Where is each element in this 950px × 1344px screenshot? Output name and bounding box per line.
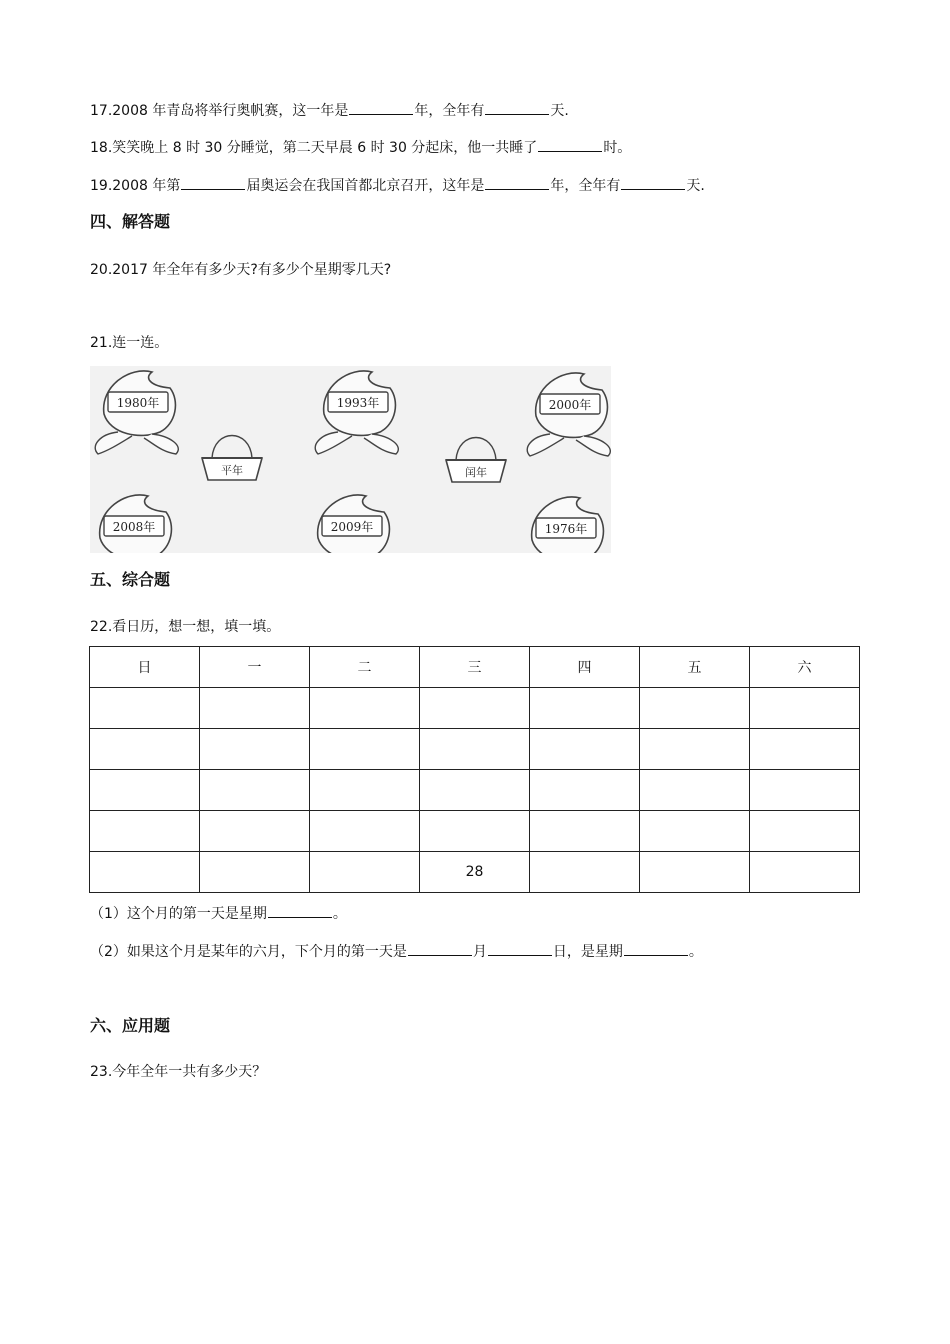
question-22: 22.看日历，想一想，填一填。	[90, 619, 281, 635]
question-18: 18.笑笑晚上 8 时 30 分睡觉，第二天早晨 6 时 30 分起床，他一共睡了 时。	[90, 137, 631, 158]
peach-2000[interactable]	[527, 373, 610, 456]
peach-1980[interactable]	[95, 371, 178, 454]
calendar-cell[interactable]	[750, 852, 860, 893]
calendar-cell[interactable]	[200, 729, 310, 770]
answer-blank[interactable]	[485, 175, 549, 190]
calendar-header-row	[90, 647, 860, 688]
section-heading-4: 四、解答题	[90, 212, 171, 231]
question-21: 21.连一连。	[90, 335, 169, 351]
calendar-cell[interactable]	[310, 811, 420, 852]
calendar-cell[interactable]	[530, 770, 640, 811]
answer-blank[interactable]	[408, 941, 472, 956]
svg-text:闰年: 闰年	[465, 466, 487, 479]
answer-blank[interactable]	[621, 175, 685, 190]
basket-leap-year[interactable]	[446, 438, 506, 483]
calendar-cell[interactable]	[420, 811, 530, 852]
calendar-cell[interactable]	[640, 770, 750, 811]
question-22-1: （1）这个月的第一天是星期 。	[90, 903, 347, 924]
answer-blank[interactable]	[485, 100, 549, 115]
svg-text:1980年: 1980年	[116, 396, 160, 410]
calendar-row	[90, 852, 860, 893]
weekday-header: 五	[640, 647, 750, 688]
calendar-cell[interactable]	[420, 770, 530, 811]
calendar-cell[interactable]	[420, 688, 530, 729]
peach-2008[interactable]	[91, 495, 174, 553]
calendar-cell[interactable]	[750, 688, 860, 729]
question-17: 17.2008 年青岛将举行奥帆赛，这一年是 年，全年有 天.	[90, 100, 569, 121]
weekday-header: 二	[310, 647, 420, 688]
svg-text:2009年: 2009年	[330, 520, 374, 534]
answer-blank[interactable]	[624, 941, 688, 956]
weekday-header: 三	[420, 647, 530, 688]
calendar-cell[interactable]	[90, 688, 200, 729]
calendar-cell[interactable]	[530, 688, 640, 729]
calendar-cell[interactable]	[90, 770, 200, 811]
calendar-cell[interactable]	[90, 811, 200, 852]
peach-1976[interactable]	[523, 497, 606, 553]
svg-text:2008年: 2008年	[112, 520, 156, 534]
calendar-cell[interactable]	[750, 770, 860, 811]
weekday-header: 六	[750, 647, 860, 688]
calendar-row	[90, 770, 860, 811]
matching-figure	[90, 366, 611, 553]
section-heading-5: 五、综合题	[90, 570, 171, 589]
svg-text:平年: 平年	[221, 464, 243, 477]
peach-2009[interactable]	[309, 495, 392, 553]
weekday-header: 日	[90, 647, 200, 688]
weekday-header: 四	[530, 647, 640, 688]
calendar-cell[interactable]	[310, 770, 420, 811]
calendar-cell[interactable]	[90, 852, 200, 893]
answer-blank[interactable]	[538, 137, 602, 152]
answer-blank[interactable]	[268, 903, 332, 918]
calendar-cell[interactable]	[310, 729, 420, 770]
calendar-cell[interactable]	[90, 729, 200, 770]
calendar-cell[interactable]	[200, 688, 310, 729]
question-20: 20.2017 年全年有多少天?有多少个星期零几天?	[90, 262, 392, 278]
calendar-cell[interactable]	[420, 729, 530, 770]
calendar-row	[90, 729, 860, 770]
calendar-cell[interactable]	[530, 852, 640, 893]
calendar-cell[interactable]	[640, 688, 750, 729]
question-19: 19.2008 年第 届奥运会在我国首都北京召开，这年是 年，全年有 天.	[90, 175, 705, 196]
answer-blank[interactable]	[488, 941, 552, 956]
calendar-cell[interactable]	[530, 811, 640, 852]
calendar-cell[interactable]	[200, 811, 310, 852]
question-22-2: （2）如果这个月是某年的六月，下个月的第一天是 月 日，是星期 。	[90, 941, 703, 962]
basket-common-year[interactable]	[202, 436, 262, 481]
calendar-cell[interactable]	[640, 729, 750, 770]
peach-1993[interactable]	[315, 371, 398, 454]
calendar-cell[interactable]	[530, 729, 640, 770]
calendar-cell[interactable]	[310, 688, 420, 729]
calendar-cell[interactable]	[750, 729, 860, 770]
section-heading-6: 六、应用题	[90, 1016, 171, 1035]
answer-blank[interactable]	[181, 175, 245, 190]
calendar-cell[interactable]	[200, 852, 310, 893]
calendar-cell[interactable]: 28	[420, 852, 530, 893]
calendar-cell[interactable]	[200, 770, 310, 811]
matching-illustration	[90, 366, 611, 553]
question-23: 23.今年全年一共有多少天？	[90, 1064, 267, 1080]
calendar-cell[interactable]	[310, 852, 420, 893]
weekday-header: 一	[200, 647, 310, 688]
answer-blank[interactable]	[349, 100, 413, 115]
calendar-cell[interactable]	[750, 811, 860, 852]
calendar-cell[interactable]	[640, 811, 750, 852]
calendar-row	[90, 811, 860, 852]
svg-text:1976年: 1976年	[544, 522, 588, 536]
svg-text:1993年: 1993年	[336, 396, 380, 410]
calendar-table	[89, 646, 860, 893]
calendar-cell[interactable]	[640, 852, 750, 893]
svg-text:2000年: 2000年	[548, 398, 592, 412]
calendar-row	[90, 688, 860, 729]
